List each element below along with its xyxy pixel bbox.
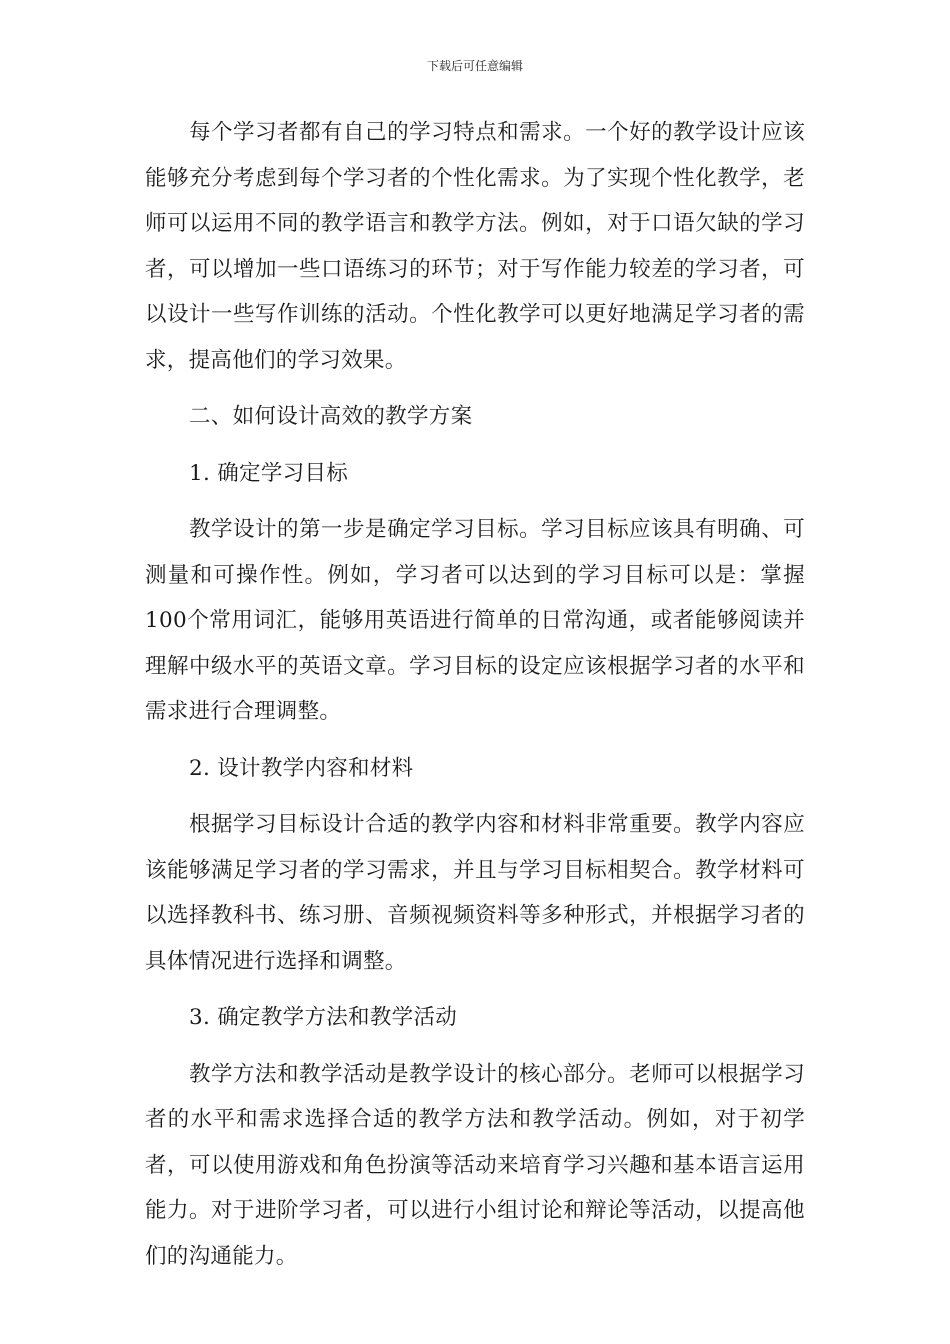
paragraph-methods-activities: 教学方法和教学活动是教学设计的核心部分。老师可以根据学习者的水平和需求选择合适的教学方法和教学活动。例如，对于初学者，可以使用游戏和角色扮演等活动来培育学习兴趣和基本语言运用能力。对于进阶学习者，可以进行小组讨论和辩论等活动，以提高他们的沟通能力。: [145, 1061, 805, 1269]
page-header-note: 下载后可任意编辑: [426, 59, 523, 73]
subheading-content-materials: 2. 设计教学内容和材料: [189, 755, 414, 781]
document-body: [145, 110, 805, 1290]
paragraph-personalized-learning: 每个学习者都有自己的学习特点和需求。一个好的教学设计应该能够充分考虑到每个学习者的个性化需求。为了实现个性化教学，老师可以运用不同的教学语言和教学方法。例如，对于口语欠缺的学习者，可以增加一些口语练习的环节；对于写作能力较差的学习者，可以设计一些写作训练的活动。个性化教学可以更好地满足学习者的需求，提高他们的学习效果。: [145, 120, 805, 373]
paragraph-learning-goals: 教学设计的第一步是确定学习目标。学习目标应该具有明确、可测量和可操作性。例如，学习者可以达到的学习目标可以是：掌握100个常用词汇，能够用英语进行简单的日常沟通，或者能够阅读并理解中级水平的英语文章。学习目标的设定应该根据学习者的水平和需求进行合理调整。: [145, 517, 805, 724]
paragraph-content-materials: 根据学习目标设计合适的教学内容和材料非常重要。教学内容应该能够满足学习者的学习需求，并且与学习目标相契合。教学材料可以选择教科书、练习册、音频视频资料等多种形式，并根据学习者的具体情况进行选择和调整。: [145, 812, 805, 974]
section-heading: 二、如何设计高效的教学方案: [189, 404, 473, 429]
subheading-methods-activities: 3. 确定教学方法和教学活动: [189, 1005, 458, 1030]
subheading-learning-goals: 1. 确定学习目标: [189, 460, 349, 486]
